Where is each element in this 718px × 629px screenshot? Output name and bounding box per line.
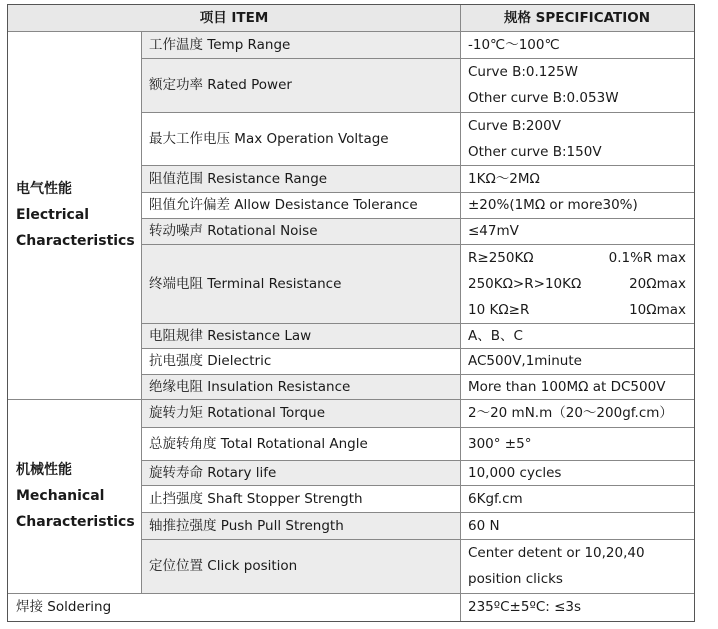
- divider-row: [141, 460, 694, 461]
- spec-resistance-law: [460, 323, 694, 348]
- divider-row: [141, 192, 694, 193]
- spec-resistance-range: [460, 165, 694, 192]
- spec-click-position-2: position clicks: [468, 571, 563, 587]
- spec-soldering-text: 235ºC±5ºC: ≤3s: [468, 599, 582, 615]
- divider-soldering: [8, 593, 694, 594]
- terminal-cond-3: 10 KΩ≥R: [468, 301, 530, 318]
- spec-rotary-life-text: 10,000 cycles: [468, 464, 562, 481]
- spec-soldering: [460, 593, 694, 621]
- spec-rotational-noise: [460, 218, 694, 244]
- row-total-angle: [141, 427, 460, 460]
- header-item-text: 项目 ITEM: [199, 10, 269, 26]
- header-spec: [460, 5, 694, 31]
- name-resistance-law: 电阻规律 Resistance Law: [149, 327, 312, 344]
- spec-tolerance: [460, 192, 694, 218]
- spec-insulation-text: More than 100MΩ at DC500V: [468, 378, 666, 395]
- terminal-val-3: 10Ωmax: [629, 301, 686, 318]
- divider-group: [8, 399, 694, 400]
- spec-rotational-torque-text: 2～20 mN.m（20～200gf.cm）: [468, 405, 673, 421]
- mechanical-group-en1: Mechanical: [16, 488, 105, 504]
- header-item: [8, 5, 460, 31]
- electrical-group-label: [8, 31, 141, 399]
- divider-row: [141, 539, 694, 540]
- divider-row: [141, 348, 694, 349]
- name-shaft-stopper: 止挡强度 Shaft Stopper Strength: [149, 490, 363, 507]
- name-rated-power: 额定功率 Rated Power: [149, 77, 292, 93]
- name-click-position: 定位位置 Click position: [149, 558, 298, 574]
- spec-rated-power: [460, 58, 694, 112]
- divider-col-1: [141, 31, 142, 593]
- divider-row: [141, 244, 694, 245]
- name-push-pull: 轴推拉强度 Push Pull Strength: [149, 517, 344, 534]
- spec-terminal-resistance: [460, 244, 694, 323]
- row-terminal-resistance: [141, 244, 460, 323]
- name-rotary-life: 旋转寿命 Rotary life: [149, 464, 277, 481]
- spec-max-voltage: [460, 112, 694, 165]
- spec-click-position-1: Center detent or 10,20,40: [468, 545, 645, 561]
- divider-row: [141, 374, 694, 375]
- terminal-cond-1: R≥250KΩ: [468, 249, 534, 266]
- spec-push-pull-text: 60 N: [468, 517, 500, 534]
- electrical-group-en1: Electrical: [16, 207, 90, 223]
- divider-row: [141, 323, 694, 324]
- spec-resistance-law-text: A、B、C: [468, 327, 523, 344]
- spec-shaft-stopper: [460, 485, 694, 512]
- spec-dielectric-text: AC500V,1minute: [468, 353, 582, 369]
- electrical-group-en2: Characteristics: [16, 233, 135, 249]
- spec-tolerance-text: ±20%(1MΩ or more30%): [468, 197, 638, 213]
- spec-shaft-stopper-text: 6Kgf.cm: [468, 490, 523, 507]
- name-soldering: 焊接 Soldering: [16, 599, 112, 615]
- row-rated-power: [141, 58, 460, 112]
- spec-temp-range-text: -10℃～100℃: [468, 36, 560, 53]
- header-spec-text: 规格 SPECIFICATION: [503, 10, 651, 26]
- row-max-voltage: [141, 112, 460, 165]
- divider-row: [141, 427, 694, 428]
- spec-max-voltage-2: Other curve B:150V: [468, 143, 602, 160]
- name-tolerance: 阻值允许偏差 Allow Desistance Tolerance: [149, 197, 418, 213]
- row-tolerance: [141, 192, 460, 218]
- row-temp-range: [141, 31, 460, 58]
- row-shaft-stopper: [141, 485, 460, 512]
- spec-total-angle-text: 300° ±5°: [468, 435, 532, 452]
- name-total-angle: 总旋转角度 Total Rotational Angle: [149, 435, 368, 452]
- electrical-group-cn: 电气性能: [16, 181, 72, 197]
- name-insulation: 绝缘电阻 Insulation Resistance: [149, 378, 351, 395]
- terminal-row-3: [468, 297, 694, 323]
- row-soldering: [8, 593, 460, 621]
- divider-row: [141, 58, 694, 59]
- divider-row: [141, 512, 694, 513]
- divider-col-2: [460, 5, 461, 621]
- spec-rotational-noise-text: ≤47mV: [468, 223, 519, 239]
- divider-row: [141, 112, 694, 113]
- row-insulation: [141, 374, 460, 399]
- spec-rated-power-1: Curve B:0.125W: [468, 64, 578, 80]
- row-rotational-noise: [141, 218, 460, 244]
- divider-row: [141, 218, 694, 219]
- name-dielectric: 抗电强度 Dielectric: [149, 353, 272, 369]
- divider-header: [8, 31, 694, 32]
- row-push-pull: [141, 512, 460, 539]
- divider-row: [141, 165, 694, 166]
- terminal-row-1: [468, 245, 694, 271]
- row-dielectric: [141, 348, 460, 374]
- spec-resistance-range-text: 1KΩ～2MΩ: [468, 170, 540, 187]
- divider-row: [141, 485, 694, 486]
- spec-click-position: [460, 539, 694, 593]
- spec-rated-power-2: Other curve B:0.053W: [468, 90, 619, 106]
- spec-rotational-torque: [460, 399, 694, 427]
- name-temp-range: 工作温度 Temp Range: [149, 36, 291, 53]
- row-click-position: [141, 539, 460, 593]
- terminal-val-2: 20Ωmax: [629, 275, 686, 292]
- terminal-val-1: 0.1%R max: [608, 249, 686, 266]
- mechanical-group-en2: Characteristics: [16, 514, 135, 530]
- terminal-row-2: [468, 271, 694, 297]
- spec-push-pull: [460, 512, 694, 539]
- name-rotational-torque: 旋转力矩 Rotational Torque: [149, 405, 326, 421]
- spec-total-angle: [460, 427, 694, 460]
- row-rotational-torque: [141, 399, 460, 427]
- spec-rotary-life: [460, 460, 694, 485]
- spec-temp-range: [460, 31, 694, 58]
- terminal-cond-2: 250KΩ>R>10KΩ: [468, 275, 582, 292]
- spec-insulation: [460, 374, 694, 399]
- specification-table: [7, 4, 695, 622]
- mechanical-group-cn: 机械性能: [16, 462, 72, 478]
- spec-dielectric: [460, 348, 694, 374]
- row-resistance-range: [141, 165, 460, 192]
- name-terminal-resistance: 终端电阻 Terminal Resistance: [149, 275, 342, 292]
- name-rotational-noise: 转动噪声 Rotational Noise: [149, 223, 318, 239]
- name-max-voltage: 最大工作电压 Max Operation Voltage: [149, 130, 389, 147]
- name-resistance-range: 阻值范围 Resistance Range: [149, 170, 328, 187]
- row-resistance-law: [141, 323, 460, 348]
- spec-max-voltage-1: Curve B:200V: [468, 117, 561, 134]
- row-rotary-life: [141, 460, 460, 485]
- mechanical-group-label: [8, 399, 141, 593]
